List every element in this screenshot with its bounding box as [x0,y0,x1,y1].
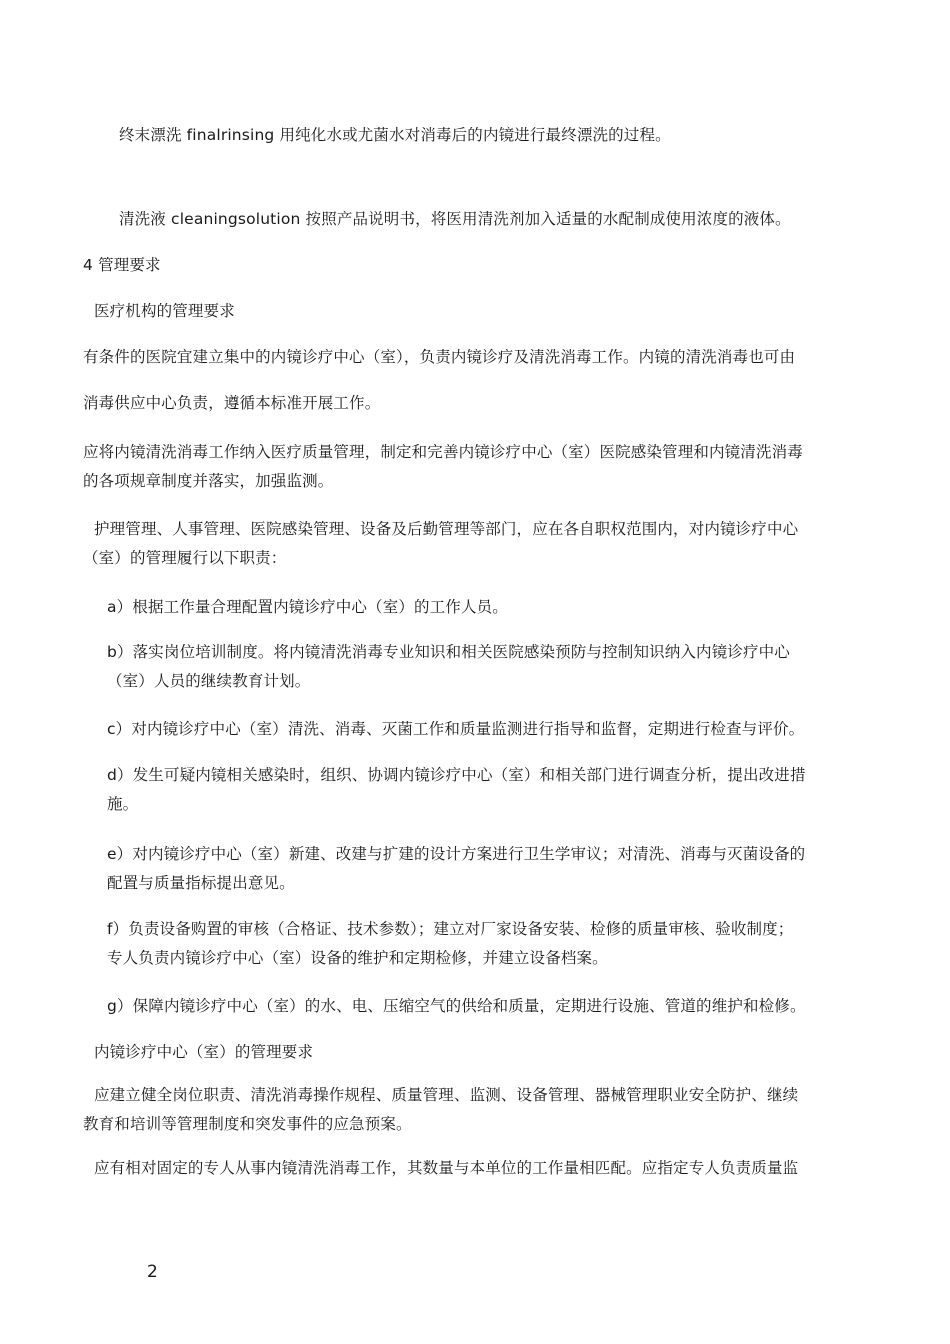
paragraph-line: 应将内镜清洗消毒工作纳入医疗质量管理，制定和完善内镜诊疗中心（室）医院感染管理和内镜清洗消毒 [83,443,803,461]
list-item-g: g）保障内镜诊疗中心（室）的水、电、压缩空气的供给和质量，定期进行设施、管道的维护和检修。 [107,997,806,1015]
subsection-heading-institution: 医疗机构的管理要求 [94,302,235,320]
page-number: 2 [147,1262,158,1282]
paragraph-line: （室）的管理履行以下职责： [83,549,287,567]
list-item-f: f）负责设备购置的审核（合格证、技术参数）；建立对厂家设备安装、检修的质量审核、验收制度； [107,920,794,938]
paragraph-line: 的各项规章制度并落实，加强监测。 [83,472,334,490]
definition-cleaning-solution: 清洗液 cleaningsolution 按照产品说明书，将医用清洗剂加入适量的水配制成使用浓度的液体。 [119,210,791,228]
list-item-e: e）对内镜诊疗中心（室）新建、改建与扩建的设计方案进行卫生学审议；对清洗、消毒与灭菌设备的 [107,845,806,863]
list-item-c: c）对内镜诊疗中心（室）清洗、消毒、灭菌工作和质量监测进行指导和监督，定期进行检查与评价。 [107,720,805,738]
list-item-b-continued: （室）人员的继续教育计划。 [107,672,311,690]
paragraph-line: 应有相对固定的专人从事内镜清洗消毒工作，其数量与本单位的工作量相匹配。应指定专人负责质量监 [94,1159,799,1177]
paragraph-line: 消毒供应中心负责，遵循本标准开展工作。 [83,394,381,412]
section-heading: 4 管理要求 [83,256,161,274]
paragraph-line: 有条件的医院宜建立集中的内镜诊疗中心（室），负责内镜诊疗及清洗消毒工作。内镜的清洗消毒也可由 [83,348,796,366]
list-item-b: b）落实岗位培训制度。将内镜清洗消毒专业知识和相关医院感染预防与控制知识纳入内镜诊疗中心 [107,643,790,661]
paragraph-line: 应建立健全岗位职责、清洗消毒操作规程、质量管理、监测、设备管理、器械管理职业安全防护、继续 [94,1086,799,1104]
list-item-e-continued: 配置与质量指标提出意见。 [107,874,295,892]
list-item-d-continued: 施。 [107,795,139,813]
list-item-d: d）发生可疑内镜相关感染时，组织、协调内镜诊疗中心（室）和相关部门进行调查分析，提出改进措 [107,766,806,784]
list-item-f-continued: 专人负责内镜诊疗中心（室）设备的维护和定期检修，并建立设备档案。 [107,949,608,967]
paragraph-line: 护理管理、人事管理、医院感染管理、设备及后勤管理等部门，应在各自职权范围内，对内镜诊疗中心 [94,520,799,538]
subsection-heading-endoscopy-center: 内镜诊疗中心（室）的管理要求 [94,1043,314,1061]
list-item-a: a）根据工作量合理配置内镜诊疗中心（室）的工作人员。 [107,598,508,616]
paragraph-line: 教育和培训等管理制度和突发事件的应急预案。 [83,1115,412,1133]
definition-final-rinsing: 终末漂洗 finalrinsing 用纯化水或尤菌水对消毒后的内镜进行最终漂洗的过程。 [119,126,671,144]
